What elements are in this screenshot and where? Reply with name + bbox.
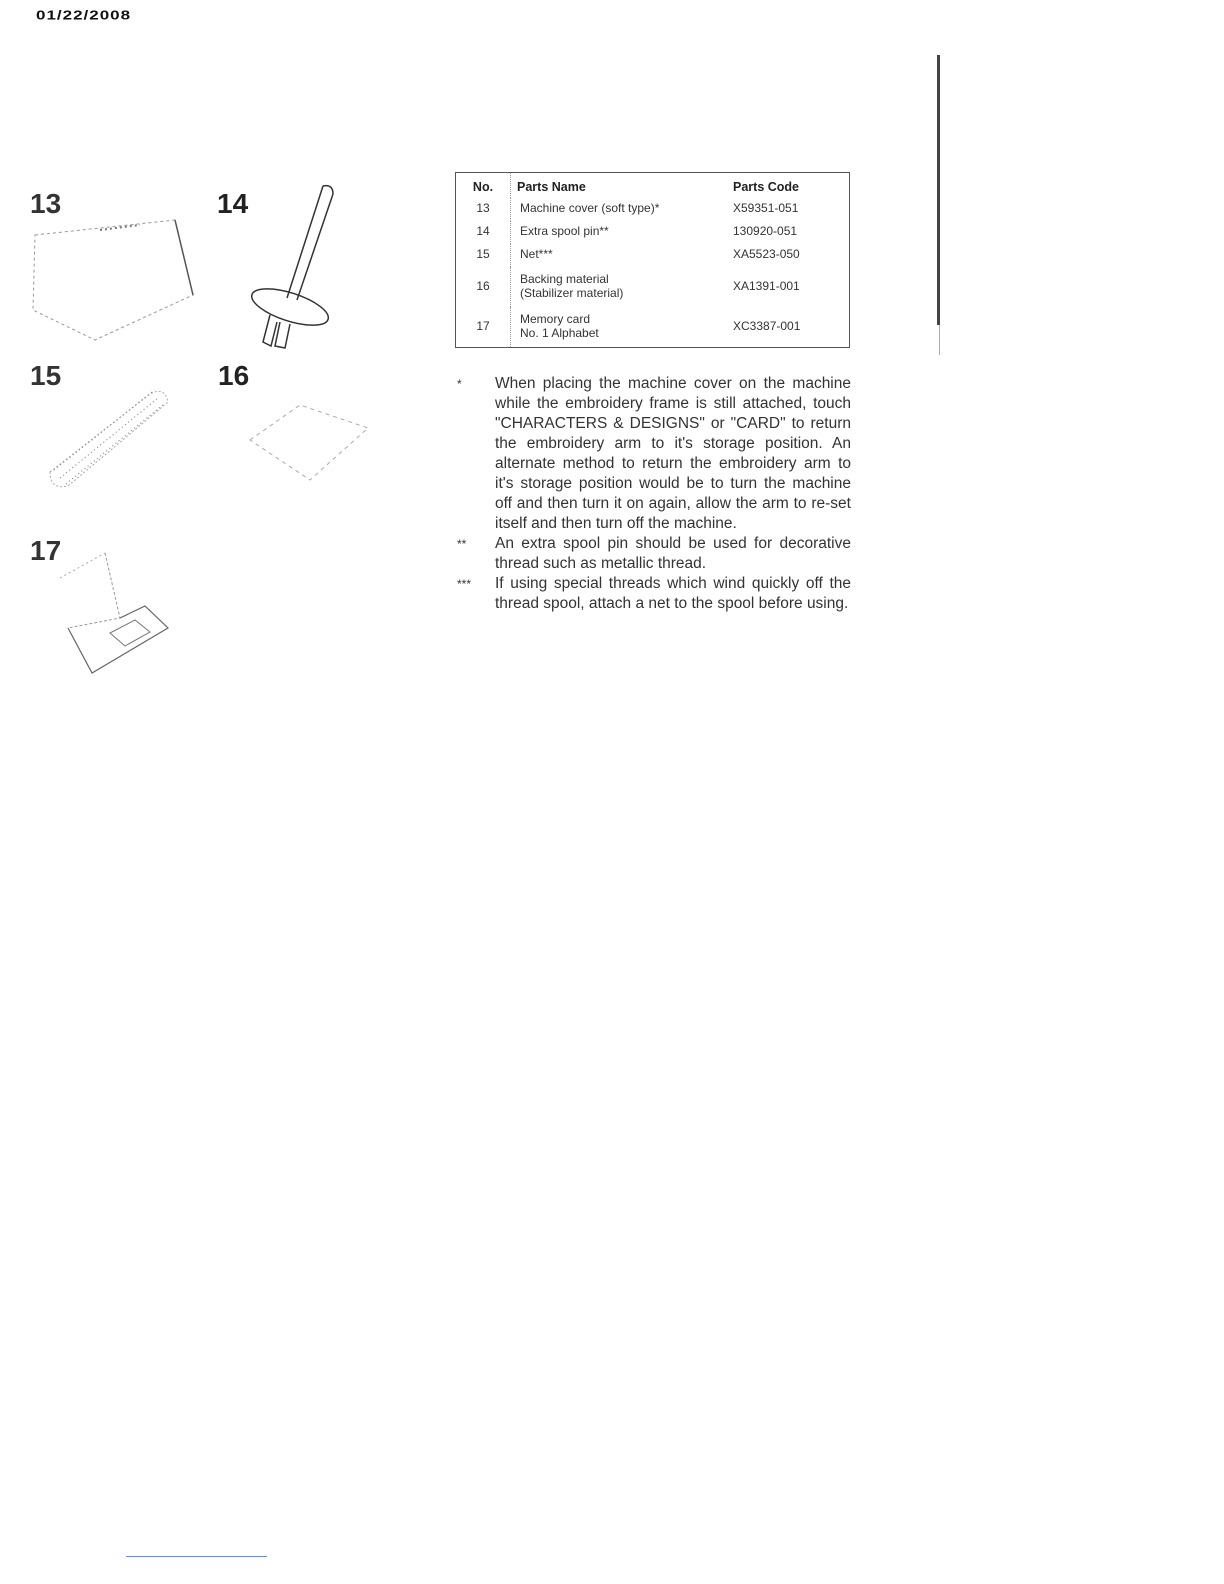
- row-no: 17: [456, 307, 511, 348]
- figure-number-14: 14: [217, 188, 249, 219]
- extra-spool-pin-illustration: [235, 182, 345, 352]
- footnotes: [455, 374, 851, 614]
- row-no: 15: [456, 244, 511, 267]
- footnote: [455, 574, 851, 614]
- footnote: [455, 534, 851, 574]
- column-header-parts-code: Parts Code: [733, 180, 799, 194]
- row-parts-code: X59351-051: [733, 201, 799, 215]
- backing-material-illustration: [240, 400, 375, 485]
- row-parts-name: Machine cover (soft type)*: [520, 201, 660, 215]
- row-parts-code: XA5523-050: [733, 247, 800, 261]
- row-parts-name-line2: No. 1 Alphabet: [520, 326, 599, 340]
- row-parts-code: 130920-051: [733, 224, 798, 238]
- table-row: [456, 267, 850, 307]
- figure-number-17: 17: [30, 535, 62, 566]
- page-date: 01/22/2008: [36, 8, 132, 23]
- row-parts-name: [511, 267, 728, 307]
- row-parts-name-line1: Memory card: [520, 312, 591, 326]
- figure-number-15: 15: [30, 360, 62, 391]
- footnote-mark: **: [457, 537, 467, 551]
- column-header-parts-name: Parts Name: [517, 180, 586, 194]
- footer-rule: [126, 1556, 267, 1557]
- row-parts-code: XA1391-001: [733, 279, 800, 293]
- net-illustration: [40, 382, 175, 492]
- footnote: [455, 374, 851, 534]
- footnote-text: If using special threads which wind quickly off the thread spool, attach a net to the spool before using.: [495, 575, 851, 612]
- row-parts-name: Net***: [520, 247, 553, 261]
- row-no: 16: [456, 267, 511, 307]
- row-no: 14: [456, 221, 511, 244]
- scan-edge-line: [937, 55, 940, 325]
- table-row: [456, 198, 850, 221]
- footnote-mark: ***: [457, 577, 472, 591]
- machine-cover-illustration: [25, 215, 205, 350]
- row-parts-name: Extra spool pin**: [520, 224, 609, 238]
- row-parts-name-line2: (Stabilizer material): [520, 286, 624, 300]
- footnote-text: An extra spool pin should be used for decorative thread such as metallic thread.: [495, 535, 851, 572]
- footnote-text: When placing the machine cover on the machine while the embroidery frame is still attached, touch "CHARACTERS & DESIGNS" or "CARD" to return the embroidery arm to it's storage position. An alternate method to return the embroidery arm to it's storage position would be to turn the machine off and then turn it on again, allow the arm to re-set itself and then turn off the machine.: [495, 375, 851, 532]
- row-parts-name-line1: Backing material: [520, 272, 609, 286]
- column-header-no: No.: [456, 173, 511, 199]
- table-header-row: [456, 173, 850, 199]
- table-row: [456, 307, 850, 348]
- figure-number-16: 16: [218, 360, 250, 391]
- row-parts-code: XC3387-001: [733, 319, 801, 333]
- memory-card-illustration: [50, 548, 180, 678]
- row-parts-name: [511, 307, 728, 348]
- table-row: [456, 244, 850, 267]
- row-no: 13: [456, 198, 511, 221]
- figure-number-13: 13: [30, 188, 62, 219]
- footnote-mark: *: [457, 377, 462, 391]
- scan-edge-line-faint: [939, 325, 940, 355]
- parts-table: [455, 172, 850, 348]
- table-row: [456, 221, 850, 244]
